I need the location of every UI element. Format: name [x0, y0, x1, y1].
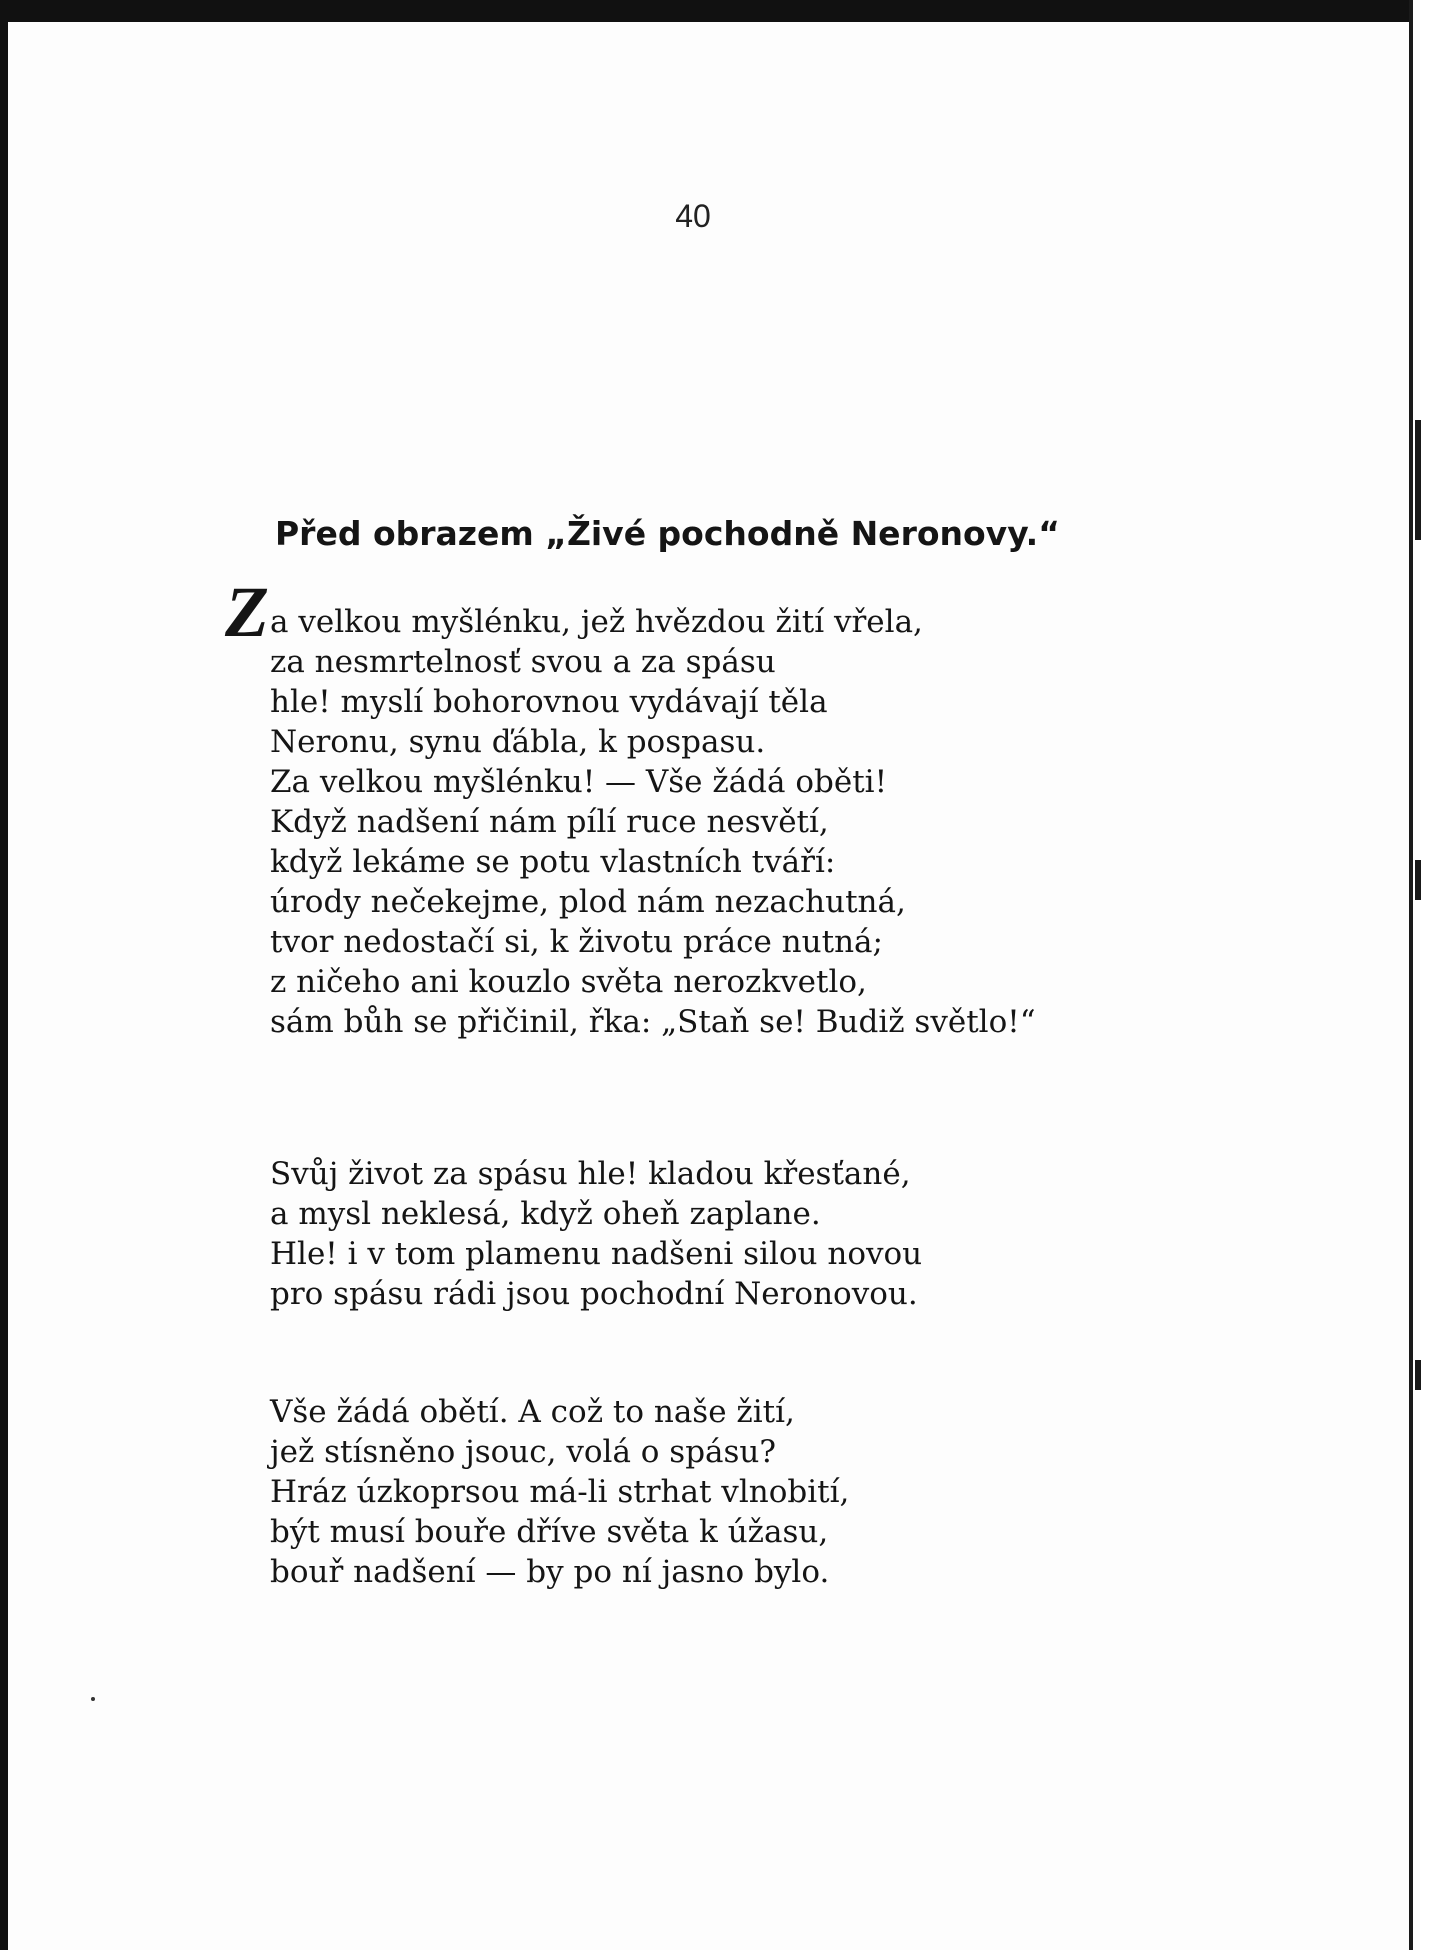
page-number: 40 — [675, 198, 711, 234]
poem-line: Neronu, synu ďábla, k pospasu. — [270, 724, 766, 760]
poem-line: hle! myslí bohorovnou vydávají těla — [270, 684, 828, 720]
edge-shadow-mark — [1415, 420, 1421, 540]
poem-line: za nesmrtelnosť svou a za spásu — [270, 644, 776, 680]
stanza-3 — [270, 1392, 849, 1592]
scan-right-edge — [1409, 0, 1453, 1950]
scan-top-border — [0, 0, 1453, 22]
stanza-1 — [225, 572, 1036, 1042]
edge-shadow-mark — [1415, 1360, 1421, 1390]
poem-line: jež stísněno jsouc, volá o spásu? — [270, 1434, 777, 1470]
poem-line: a mysl neklesá, když oheň zaplane. — [270, 1196, 821, 1232]
poem-line: z ničeho ani kouzlo světa nerozkvetlo, — [270, 964, 867, 1000]
poem-line: tvor nedostačí si, k životu práce nutná; — [270, 924, 883, 960]
poem-line — [225, 572, 1036, 652]
stanza-2 — [270, 1154, 922, 1314]
poem-line: pro spásu rádi jsou pochodní Neronovou. — [270, 1276, 918, 1312]
poem-line: Hráz úzkoprsou má-li strhat vlnobití, — [270, 1474, 850, 1510]
poem-line: být musí bouře dříve světa k úžasu, — [270, 1514, 829, 1550]
poem-line: sám bůh se přičinil, řka: „Staň se! Budiž světlo!“ — [270, 1004, 1036, 1040]
poem-line: Vše žádá obětí. A což to naše žití, — [270, 1394, 795, 1430]
poem-line: Svůj život za spásu hle! kladou křesťané, — [270, 1156, 911, 1192]
edge-shadow-mark — [1415, 860, 1421, 900]
book-page — [8, 22, 1409, 1950]
decorative-initial: Z — [225, 572, 269, 652]
poem-title: Před obrazem „Živé pochodně Neronovy.“ — [275, 514, 1060, 553]
poem-line: Hle! i v tom plamenu nadšeni silou novou — [270, 1236, 923, 1272]
poem-line: úrody nečekejme, plod nám nezachutná, — [270, 884, 906, 920]
poem-line: když lekáme se potu vlastních tváří: — [270, 844, 836, 880]
poem-line: bouř nadšení — by po ní jasno bylo. — [270, 1554, 830, 1590]
poem-line-text: a velkou myšlénku, jež hvězdou žití vřela, — [270, 604, 923, 640]
poem-line: Když nadšení nám pílí ruce nesvětí, — [270, 804, 829, 840]
poem-line: Za velkou myšlénku! — Vše žádá oběti! — [270, 764, 888, 800]
scan-left-border — [0, 0, 8, 1950]
scan-speck — [91, 1697, 95, 1701]
